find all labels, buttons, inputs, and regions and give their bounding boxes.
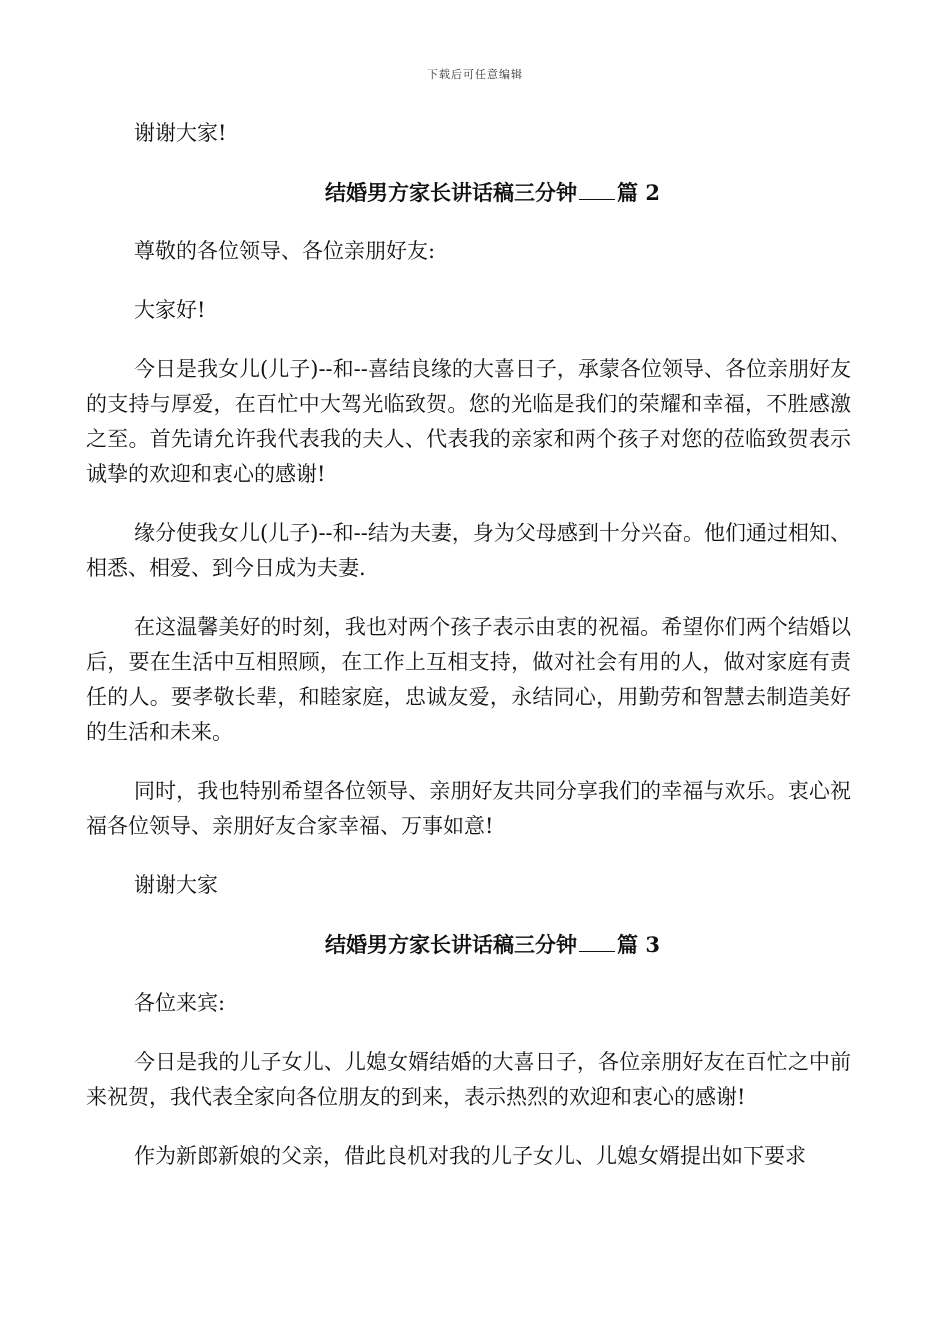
section-heading-3: [86, 927, 851, 962]
greeting-3: 各位来宾:: [134, 991, 226, 1015]
paragraph-3-2: 作为新郎新娘的父亲，借此良机对我的儿子女儿、儿媳女婿提出如下要求: [134, 1144, 806, 1168]
paragraph-2-2: 缘分使我女儿(儿子)--和--结为夫妻，身为父母感到十分兴奋。他们通过相知、相悉、相爱、到今日成为夫妻.: [86, 521, 851, 580]
paragraph-2-1: 今日是我女儿(儿子)--和--喜结良缘的大喜日子，承蒙各位领导、各位亲朋好友的支持与厚爱，在百忙中大驾光临致贺。您的光临是我们的荣耀和幸福，不胜感激之至。首先请允许我代表我的夫人、代表我的亲家和两个孩子对您的莅临致贺表示诚挚的欢迎和衷心的感谢!: [86, 357, 851, 486]
section-heading-3-suffix: 篇 3: [617, 932, 660, 957]
paragraph-3-1: 今日是我的儿子女儿、儿媳女婿结婚的大喜日子，各位亲朋好友在百忙之中前来祝贺，我代表全家向各位朋友的到来，表示热烈的欢迎和衷心的感谢!: [86, 1050, 851, 1109]
section-heading-2-title: 结婚男方家长讲话稿三分钟: [325, 180, 578, 205]
section-heading-2-suffix: 篇 2: [617, 180, 660, 205]
section-heading-2: [86, 175, 851, 210]
closing-thanks-2: 谢谢大家: [134, 873, 218, 897]
page-header-note: 下载后可任意编辑: [427, 68, 523, 81]
blank-line: [579, 177, 615, 200]
document-body: [86, 116, 851, 1198]
paragraph-2-3: 在这温馨美好的时刻，我也对两个孩子表示由衷的祝福。希望你们两个结婚以后，要在生活中互相照顾，在工作上互相支持，做对社会有用的人，做对家庭有责任的人。要孝敬长辈，和睦家庭，忠诚友爱，永结同心，用勤劳和智慧去制造美好的生活和未来。: [86, 615, 851, 744]
paragraph-2-4: 同时，我也特别希望各位领导、亲朋好友共同分享我们的幸福与欢乐。衷心祝福各位领导、亲朋好友合家幸福、万事如意!: [86, 779, 851, 838]
section-heading-3-title: 结婚男方家长讲话稿三分钟: [325, 932, 578, 957]
greeting-2: 尊敬的各位领导、各位亲朋好友:: [134, 239, 436, 263]
blank-line: [579, 929, 615, 952]
hello-2: 大家好!: [134, 298, 206, 322]
closing-thanks-prev: 谢谢大家!: [134, 121, 227, 145]
